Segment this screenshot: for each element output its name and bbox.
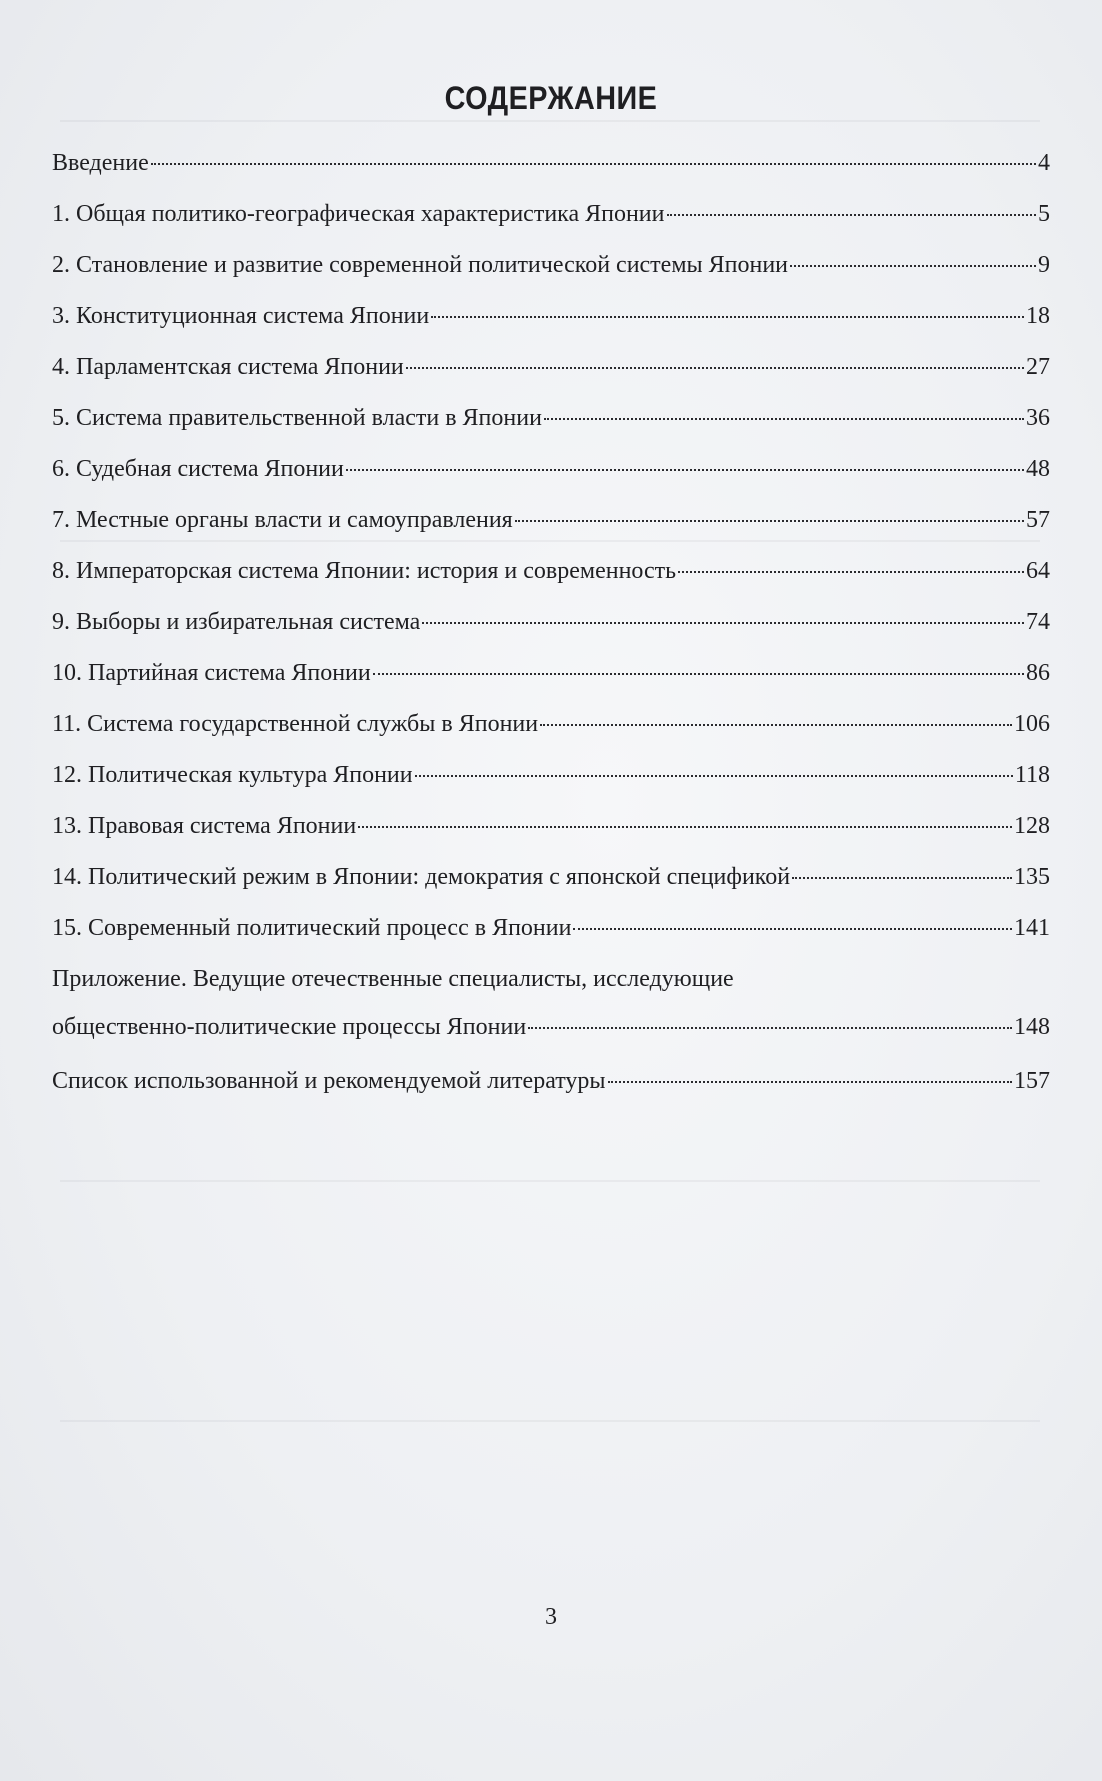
dot-leader [415,775,1013,777]
toc-entry-13 [52,811,1050,862]
toc-entry-10 [52,658,1050,709]
toc-entry-label: 7. Местные органы власти и самоуправления [52,507,513,533]
toc-entry-11 [52,709,1050,760]
toc-entry-label: 12. Политическая культура Японии [52,762,413,788]
toc-entry-page: 36 [1026,405,1050,431]
dot-leader [678,571,1024,573]
toc-entry-label: 13. Правовая система Японии [52,813,357,839]
toc-entry-label: 1. Общая политико-географическая характеристика Японии [52,201,665,227]
show-through-line [60,120,1040,122]
table-of-contents [52,148,1050,1117]
toc-entry-page: 57 [1026,507,1050,533]
toc-entry-15 [52,913,1050,964]
toc-entry-page: 86 [1026,660,1050,686]
toc-entry-page: 148 [1014,1014,1050,1040]
toc-entry-page: 27 [1026,354,1050,380]
show-through-line [60,1420,1040,1422]
toc-entry-label: 3. Конституционная система Японии [52,303,430,329]
dot-leader [422,622,1024,624]
toc-entry-label: 9. Выборы и избирательная система [52,609,421,635]
dot-leader [358,826,1012,828]
toc-entry-page: 135 [1014,864,1050,890]
dot-leader [373,673,1024,675]
dot-leader [515,520,1024,522]
page-number: 3 [545,1604,557,1630]
page-title: СОДЕРЖАНИЕ [444,80,658,116]
toc-entry-8 [52,556,1050,607]
toc-entry-intro [52,148,1050,199]
dot-leader [608,1081,1012,1083]
dot-leader [540,724,1012,726]
toc-entry-label: 6. Судебная система Японии [52,456,344,482]
toc-entry-label-continued: общественно-политические процессы Японии [52,1014,527,1040]
toc-entry-label: 11. Система государственной службы в Японии [52,711,539,737]
toc-entry-7 [52,505,1050,556]
toc-entry-page: 5 [1038,201,1050,227]
dot-leader [573,928,1012,930]
dot-leader [792,877,1012,879]
toc-entry-6 [52,454,1050,505]
toc-entry-label: 10. Партийная система Японии [52,660,371,686]
show-through-line [60,1180,1040,1182]
toc-entry-label: 4. Парламентская система Японии [52,354,404,380]
dot-leader [406,367,1024,369]
toc-entry-label: 14. Политический режим в Японии: демократия с японской спецификой [52,864,791,890]
toc-entry-page: 64 [1026,558,1050,584]
toc-entry-page: 118 [1014,762,1050,788]
dot-leader [431,316,1024,318]
toc-entry-page: 74 [1026,609,1050,635]
dot-leader [790,265,1036,267]
toc-entry-9 [52,607,1050,658]
toc-entry-label: 8. Императорская система Японии: история и современность [52,558,677,584]
toc-entry-page: 18 [1026,303,1050,329]
toc-entry-14 [52,862,1050,913]
toc-entry-label: Приложение. Ведущие отечественные специалисты, исследующие [52,966,734,992]
toc-entry-bibliography [52,1066,1050,1117]
toc-entry-label: 5. Система правительственной власти в Японии [52,405,542,431]
toc-entry-2 [52,250,1050,301]
dot-leader [667,214,1037,216]
toc-entry-label: Список использованной и рекомендуемой литературы [52,1068,606,1094]
toc-entry-4 [52,352,1050,403]
toc-entry-page: 157 [1014,1068,1050,1094]
dot-leader [544,418,1024,420]
dot-leader [151,163,1036,165]
toc-entry-12 [52,760,1050,811]
toc-entry-label: 15. Современный политический процесс в Японии [52,915,572,941]
toc-entry-label: 2. Становление и развитие современной политической системы Японии [52,252,789,278]
toc-entry-page: 9 [1038,252,1050,278]
dot-leader [528,1027,1012,1029]
toc-entry-page: 4 [1038,150,1050,176]
toc-entry-5 [52,403,1050,454]
toc-entry-3 [52,301,1050,352]
toc-entry-label: Введение [52,150,149,176]
toc-entry-page: 106 [1014,711,1050,737]
toc-entry-1 [52,199,1050,250]
dot-leader [346,469,1024,471]
toc-entry-page: 128 [1014,813,1050,839]
toc-entry-appendix [52,964,1050,1066]
toc-entry-page: 48 [1026,456,1050,482]
toc-entry-page: 141 [1014,915,1050,941]
